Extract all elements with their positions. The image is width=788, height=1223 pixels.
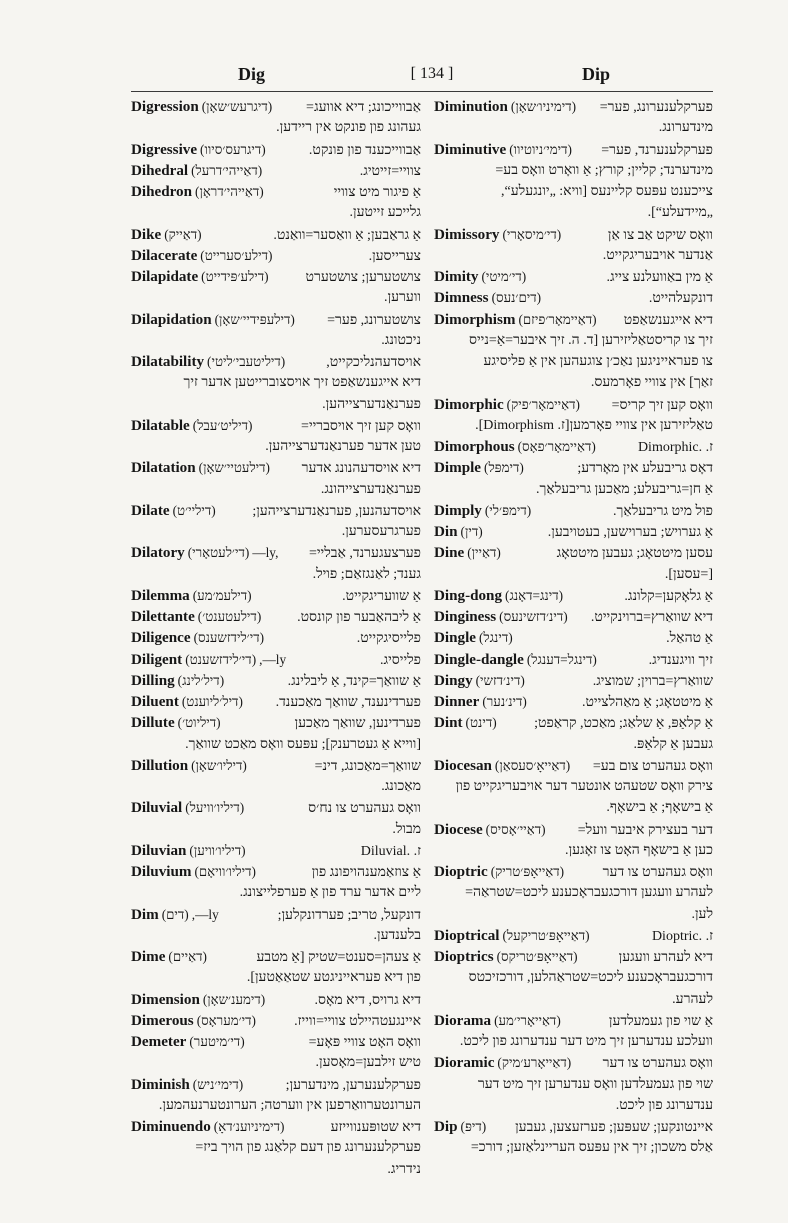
headword: Dim — [131, 906, 159, 923]
entry-line — [131, 1116, 421, 1137]
pronunciation: (דיליטעבי׳ליטי) — [207, 354, 286, 369]
entry-line — [131, 840, 421, 861]
pronunciation: (דילע׳סערייט) — [200, 247, 273, 263]
entry-line — [131, 989, 421, 1010]
left-column — [131, 96, 421, 1180]
entry-line — [434, 436, 713, 457]
entry-line — [131, 1074, 421, 1095]
definition: אַ גערויש; בערוישען, בעטויבען. — [547, 525, 713, 540]
inflection: —ly, — [252, 545, 279, 561]
entry-line — [131, 691, 421, 712]
entry-line — [131, 224, 421, 245]
pronunciation: (דאַיים) — [168, 949, 207, 964]
definition: שוואַרץ=ברוין; שמוציג. — [592, 673, 713, 689]
headword: Dilling — [131, 672, 175, 689]
header-rule — [131, 91, 713, 92]
entry-line — [434, 670, 713, 691]
headword: Ding-dong — [434, 587, 503, 604]
definition: דאָס גריבעלע אין מאָרדע; — [577, 461, 713, 477]
pronunciation: (דינגל) — [478, 630, 513, 646]
definition: צושטערונג, פער= — [327, 312, 421, 328]
definition: פערדינען, שוואַך מאַכען — [294, 716, 421, 732]
pronunciation: (דינ׳דזשי) — [475, 672, 525, 688]
headword: Dilatory — [131, 545, 185, 562]
headword: Diluvian — [131, 842, 187, 859]
headword: Dimply — [434, 502, 482, 519]
headword: Dimension — [131, 991, 200, 1008]
entry-line — [131, 606, 421, 627]
definition: פערדינענד, שוואַך מאַכענד. — [275, 695, 421, 710]
definition-continuation: געבען אַ קלאַפּ. — [633, 736, 713, 752]
pronunciation: (דאַייאָרי׳מע) — [494, 1012, 561, 1028]
page-number: [ 134 ] — [410, 65, 454, 82]
entry-line — [434, 946, 713, 967]
pronunciation: (דימי׳ניוטיוו) — [509, 141, 572, 157]
headword: Dioramic — [434, 1055, 495, 1072]
pronunciation: (דיליו׳וויען) — [189, 842, 246, 858]
definition-continuation: ניכטונג. — [381, 332, 421, 348]
definition: איינטונקען; שעפּען; פערזעצען, געבען — [515, 1120, 713, 1135]
definition-continuation: ענדערונג פון ליכט. — [615, 1097, 713, 1113]
entry-line — [434, 691, 713, 712]
definition-continuation: פערנאַנדערצייהען. — [322, 396, 421, 412]
definition: אַ שוי פון געמעלדען — [608, 1013, 713, 1029]
definition: פלייסיגקייט. — [356, 631, 421, 647]
pronunciation: (דאַיין) — [467, 545, 501, 561]
definition-continuation: מאַכונג. — [381, 779, 421, 794]
right-column — [434, 96, 713, 1159]
headword: Diocese — [434, 821, 483, 838]
entry-line — [434, 457, 713, 478]
pronunciation: (דאַיימאָר׳פאָס) — [517, 439, 596, 454]
entry-line — [434, 925, 713, 946]
definition-continuation: געהונג פון פונקט אין ריידען. — [276, 120, 421, 136]
pronunciation: (דאַיי׳אָסיס) — [485, 821, 546, 837]
definition: וואָס געהערט צו נח׳ס — [308, 801, 421, 817]
entry-line — [434, 542, 713, 563]
definition: צושטערען; צושטערט — [305, 270, 421, 285]
entry-line — [434, 861, 713, 882]
headword: Dimorphism — [434, 311, 516, 328]
headword: Dioptric — [434, 864, 488, 880]
pronunciation: (דאַייק) — [164, 226, 202, 242]
pronunciation: (דינגל=דענגל) — [526, 651, 597, 667]
pronunciation: (דאַייהי׳דרעל) — [191, 162, 263, 178]
running-head-right: Dip — [582, 64, 611, 84]
entry-line — [131, 670, 421, 691]
headword: Dillute — [131, 715, 175, 732]
headword: Dillution — [131, 757, 189, 774]
definition: אַ גראַבען; אַ וואַסער=וואַנט. — [273, 227, 421, 243]
definition-continuation: זאַך] אין צוויי פאָרמעס. — [590, 375, 713, 391]
definition: ז. Diluvial.‎ — [360, 843, 421, 859]
pronunciation: (דאַייאָפּ׳טריקעל) — [502, 927, 590, 943]
inflection: ,—ly — [191, 906, 219, 922]
headword: Dilapidation — [131, 311, 212, 328]
definition-continuation: מינדערונג. — [658, 120, 713, 136]
headword: Dime — [131, 949, 166, 965]
entry-line — [434, 1052, 713, 1073]
entry-line — [131, 96, 421, 117]
definition: דיא אויסדעהנונג אדער — [301, 461, 421, 477]
definition: דיא גרויס, דיא מאָס. — [314, 992, 421, 1008]
headword: Dinginess — [434, 609, 497, 625]
pronunciation: (דאַיימאָר׳פיק) — [506, 396, 580, 412]
definition-continuation: ליים אדער ערד פון אַ פערפלייצונג. — [239, 885, 421, 901]
definition: פלייסיג. — [380, 652, 421, 668]
entry-line — [434, 309, 713, 330]
headword: Dilemma — [131, 587, 190, 604]
headword: Dihedron — [131, 184, 193, 200]
entry-line — [131, 755, 421, 776]
definition-continuation: הערונטערוואַרפען אין ווערטה; הערונטערנעהמען. — [158, 1097, 421, 1113]
entry-line — [434, 287, 713, 308]
pronunciation: (דאַייאָ׳סעסאַן) — [494, 757, 571, 773]
pronunciation: (דים׳נעס) — [491, 290, 542, 306]
definition: אויסדעהנליכקייט, — [326, 355, 421, 370]
headword: Dilacerate — [131, 247, 198, 264]
pronunciation: (דימי׳ניש) — [192, 1076, 244, 1092]
pronunciation: (דאַייאָפּ׳טריקס) — [496, 949, 578, 964]
pronunciation: (דיגרעס׳סיוו) — [200, 141, 266, 157]
definition: אַבווייכונג; דיא אוועג= — [306, 100, 421, 115]
entry-line — [434, 606, 713, 627]
entry-line — [434, 394, 713, 415]
pronunciation: (דימענ׳שאָן) — [202, 991, 266, 1007]
headword: Dinner — [434, 694, 480, 710]
headword: Dike — [131, 226, 162, 243]
entry-line — [131, 542, 421, 563]
definition: וואָס קען זיך אויסבריי= — [301, 418, 421, 434]
definition: אַ ליבהאַבער פון קונסט. — [297, 610, 421, 625]
headword: Dioptrical — [434, 927, 500, 944]
definition-continuation: זיך צו קריסטאַליזירען [ד. ה. זיך איבער=אַ=נייס — [469, 332, 713, 348]
definition: ז. Dimorphic.‎ — [637, 440, 713, 455]
definition: דיא שוואַרץ=ברוינקייט. — [590, 610, 713, 625]
entry-line — [434, 96, 713, 117]
headword: Dimple — [434, 460, 482, 477]
definition: וואָס קען זיך קריס= — [611, 397, 713, 413]
definition-continuation: טען אדער פערנאַנדערצייהען. — [265, 439, 421, 454]
entry-line — [131, 649, 421, 670]
definition: פערקלענערנד, פער= — [601, 142, 713, 158]
entry-line — [131, 712, 421, 733]
definition-continuation: גלייכע זייטען. — [349, 205, 421, 221]
pronunciation: (די׳מיטי) — [481, 269, 527, 284]
inflection: ,—ly — [259, 651, 287, 667]
definition-continuation: וועלכע ענדערען זיך מיט דער ענדערונג פון ליכט. — [459, 1034, 713, 1049]
entry-line — [131, 309, 421, 330]
definition: וואָס געהערט צום בע= — [592, 758, 713, 774]
pronunciation: (דיליי׳ט) — [172, 502, 216, 518]
headword: Diocesan — [434, 757, 492, 774]
entry-line — [131, 160, 421, 181]
pronunciation: (דילעטענט׳) — [197, 609, 262, 624]
headword: Dioptrics — [434, 949, 494, 965]
headword: Dine — [434, 545, 465, 562]
pronunciation: (די׳לידזשענט) — [185, 651, 257, 667]
pronunciation: (די׳מיסאָרי) — [502, 226, 562, 242]
definition-continuation: פון דיא פעראייניגטע שטאַאַטען]. — [246, 970, 421, 986]
entry-line — [434, 649, 713, 670]
definition-continuation: [ווייא אַ געטרענק]; עפּעס וואָס מאַכט שוואַך. — [185, 736, 421, 752]
definition-continuation: „מיידעלע“]. — [647, 205, 713, 221]
entry-line — [434, 224, 713, 245]
definition-continuation: נידריג. — [387, 1161, 421, 1177]
headword: Dingle — [434, 630, 476, 647]
entry-line — [131, 904, 421, 925]
definition: וואָס שיקט אַב צו אַן — [607, 227, 713, 243]
definition-continuation: אַ בישאָף; אַ בישאָף. — [606, 800, 713, 816]
pronunciation: (די׳מיטער) — [189, 1034, 245, 1049]
definition: דיא לעהרע וועגען — [618, 950, 713, 965]
headword: Dingy — [434, 672, 473, 689]
headword: Dihedral — [131, 162, 189, 179]
entry-line — [131, 457, 421, 478]
definition-continuation: שוי פון געמעלדען וואָס ענדערען זיך מיט דער — [477, 1076, 713, 1092]
definition: פול מיט גריבעלאַך. — [612, 503, 713, 519]
definition: צערייסען. — [368, 248, 421, 264]
definition: דיא אייגענשאַפט — [623, 312, 713, 328]
entry-line — [434, 139, 713, 160]
definition: פערצעגערנד, אַבליי= — [308, 546, 421, 562]
headword: Diligence — [131, 630, 191, 647]
headword: Dilapidate — [131, 269, 199, 285]
definition-continuation: מבול. — [392, 821, 421, 837]
pronunciation: (דינ׳נער) — [482, 694, 527, 709]
entry-line — [434, 500, 713, 521]
definition: וואָס געהערט צו דער — [602, 865, 713, 880]
definition: וואָס האָט צוויי פּאָע= — [308, 1035, 421, 1050]
entry-line — [434, 712, 713, 733]
pronunciation: (דיליו׳שאָן) — [191, 757, 247, 773]
entry-line — [131, 861, 421, 882]
definition: אויסדעהנען, פערנאַנדערצייהען; — [252, 503, 421, 519]
headword: Dilettante — [131, 609, 195, 625]
headword: Dip — [434, 1119, 458, 1135]
entry-line — [131, 585, 421, 606]
headword: Diminutive — [434, 141, 507, 158]
definition-continuation: אַנדער אויבעריגקייט. — [602, 247, 713, 263]
definition-continuation: ווערען. — [384, 290, 421, 306]
pronunciation: (דיליו׳וויאָם) — [194, 864, 256, 879]
headword: Diminuendo — [131, 1119, 211, 1135]
definition-continuation: צייכענט עפּעס קליינעס [וויא: „יונגעלע“, — [501, 184, 713, 199]
definition: דיא שטופּענווייזע — [330, 1120, 421, 1135]
entry-line — [434, 755, 713, 776]
definition: דונקעל, טריב; פערדונקלען; — [277, 907, 421, 923]
headword: Dimissory — [434, 226, 500, 243]
entry-line — [434, 819, 713, 840]
definition: דונקעלהייט. — [648, 291, 713, 307]
entry-line — [131, 1031, 421, 1052]
pronunciation: (דימיניו׳שאָן) — [510, 99, 577, 114]
headword: Digressive — [131, 141, 198, 158]
definition-continuation: דיא אייגענשאַפט זיך אויסצוברייטען אדער זיך — [183, 375, 421, 391]
pronunciation: (דילעפּידיי׳שאָן) — [214, 311, 295, 327]
headword: Diminution — [434, 99, 508, 115]
pronunciation: (דימפּ׳לי) — [484, 502, 532, 518]
definition: אַ מין באַוועלנע צייג. — [606, 270, 713, 285]
pronunciation: (דינט) — [465, 715, 497, 731]
pronunciation: (דילעמ׳מע) — [192, 587, 252, 603]
entry-line — [131, 797, 421, 818]
headword: Din — [434, 524, 458, 540]
definition-continuation: מינדערנד; קליין; קורץ; אַ וואָרט וואָס בע= — [495, 162, 713, 178]
definition: וואָס געהערט צו דער — [602, 1056, 713, 1072]
definition: דער בעצירק איבער וועל= — [577, 822, 713, 838]
entry-line — [131, 1010, 421, 1031]
pronunciation: (דינג=דאָנג) — [505, 587, 564, 603]
headword: Dilatability — [131, 354, 205, 370]
definition-continuation: אַלס משכון; זיך אין עפּעס העריינלאַזען; דורכ= — [470, 1140, 713, 1156]
definition: פערקלענערען, מינדערען; — [285, 1077, 421, 1093]
definition: אַ גלאָקען=קלונג. — [624, 588, 713, 604]
entry-line — [434, 1116, 713, 1137]
definition: אַ פיגור מיט צוויי — [333, 185, 421, 200]
entry-line — [434, 521, 713, 542]
headword: Dimness — [434, 290, 489, 307]
definition: אַ צעהן=סענט=שטיק [אַ מטבע — [256, 950, 421, 965]
headword: Dimerous — [131, 1012, 194, 1029]
pronunciation: (דין) — [460, 524, 483, 539]
pronunciation: (די׳לעטאָרי) — [187, 545, 250, 561]
definition-continuation: לען. — [691, 906, 713, 922]
headword: Dimorphous — [434, 439, 515, 455]
headword: Diminish — [131, 1076, 190, 1093]
entry-line — [131, 946, 421, 967]
entry-line — [131, 139, 421, 160]
entry-line — [131, 351, 421, 372]
headword: Dimity — [434, 269, 479, 285]
definition: צוויי=זייטיג. — [359, 163, 421, 179]
pronunciation: (דאַייהי׳דראָן) — [195, 184, 264, 199]
running-head-left: Dig — [238, 64, 265, 84]
pronunciation: (די׳לידזשענס) — [193, 630, 265, 646]
pronunciation: (דאַיימאָר׳פיזם) — [518, 311, 597, 327]
definition: זיך וויגענדיג. — [648, 652, 713, 668]
entry-line — [434, 585, 713, 606]
entry-line — [131, 245, 421, 266]
definition: פערקלענערונג, פער= — [599, 100, 713, 115]
definition-continuation: צו פעראייניגען נאַכ׳ן צוגעהען אין אַ פליסיגע — [483, 354, 713, 369]
headword: Dilatable — [131, 417, 190, 434]
definition-continuation: טיש זילבען=מאָסען. — [315, 1055, 421, 1071]
pronunciation: (דיגרעש׳שאָן) — [201, 99, 273, 114]
headword: Diligent — [131, 651, 183, 668]
definition: עסען מיטטאָג; געבען מיטטאָג — [556, 546, 713, 562]
pronunciation: (דילע׳פּידייט) — [201, 269, 269, 284]
pronunciation: (דיפּ) — [460, 1119, 487, 1134]
pronunciation: (די׳מעראָס) — [196, 1012, 256, 1028]
definition-continuation: גענד; לאַנגזאַם; פויל. — [312, 566, 421, 582]
pronunciation: (דים) — [161, 906, 189, 922]
definition: שוואַך=מאַכונג, דינ= — [314, 758, 421, 774]
headword: Diluvium — [131, 864, 192, 880]
definition-continuation: פערנאַנדערצייהונג. — [320, 481, 421, 497]
headword: Diluent — [131, 694, 179, 710]
definition-continuation: טאַליזירען אין צוויי פאָרמען[ז. Dimorphism]. — [475, 417, 713, 433]
entry-line — [131, 627, 421, 648]
definition-continuation: בלענדען. — [373, 927, 421, 943]
definition-continuation: [=עסען]. — [664, 566, 713, 582]
definition: אַ טהאַל. — [666, 631, 713, 647]
entry-line — [434, 627, 713, 648]
definition-continuation: לעהרע. — [672, 991, 713, 1007]
pronunciation: (דיליוט׳) — [177, 715, 221, 731]
pronunciation: (דיל׳ליוענט) — [181, 694, 243, 709]
headword: Digression — [131, 99, 199, 115]
definition: אַ שוועריגקייט. — [342, 588, 421, 604]
headword: Diorama — [434, 1012, 492, 1029]
pronunciation: (דימיניוענ׳דאָ) — [213, 1119, 285, 1134]
headword: Dilatation — [131, 460, 196, 477]
pronunciation: (דיל׳לינג) — [177, 672, 225, 688]
pronunciation: (דימפּל) — [484, 460, 524, 476]
headword: Dimorphic — [434, 396, 504, 413]
entry-line — [131, 500, 421, 521]
pronunciation: (דאַייאָפּ׳טריק) — [490, 864, 565, 879]
definition: ז. Dioptric.‎ — [651, 928, 713, 944]
definition-continuation: לעהרע וועגען דורכגעבראָכענע ליכט=שטראַה= — [465, 885, 713, 901]
definition-continuation: פערקלענערונג פון דעם קלאַנג פון הויך ביז= — [195, 1140, 421, 1156]
headword: Diluvial — [131, 800, 183, 817]
entry-line — [131, 266, 421, 287]
entry-line — [131, 181, 421, 202]
pronunciation: (דאַייאָרע׳מיק) — [497, 1055, 572, 1071]
entry-line — [131, 415, 421, 436]
headword: Dingle-dangle — [434, 651, 524, 668]
entry-line — [434, 266, 713, 287]
definition-continuation: פערגרעסערען. — [341, 524, 421, 539]
headword: Demeter — [131, 1034, 187, 1050]
pronunciation: (דינ׳דזשינעס) — [499, 609, 568, 624]
entry-line — [434, 1010, 713, 1031]
definition-continuation: דורכגעבראָכענע ליכט=שטראַהלען, דורכזיכטס — [468, 970, 713, 986]
definition: איינגעטהיילט צוויי=ווייז. — [294, 1013, 421, 1029]
definition-continuation: כען אַ בישאָף האָט צו זאָגען. — [565, 842, 713, 858]
definition-continuation: צירק וואָס שטעהט אונטער דער אויבעריגקייט פון — [455, 779, 713, 794]
pronunciation: (דיליו׳וויעל) — [185, 800, 245, 816]
definition: אַ צוזאַמענהויפונג פון — [311, 865, 421, 880]
headword: Dilate — [131, 502, 170, 519]
definition: אַבווייכענד פון פונקט. — [308, 142, 421, 158]
definition: אַ קלאַפּ, אַ שלאַג; מאַכט, קראַפט; — [534, 716, 713, 732]
definition: אַ מיטטאָג; אַ מאַהלצייט. — [581, 695, 713, 710]
headword: Dint — [434, 715, 463, 732]
definition-continuation: אַ חן=גריבעלע; מאַכען גריבעלאַך. — [535, 481, 713, 497]
pronunciation: (דיליט׳עבל) — [192, 417, 253, 433]
definition: אַ שוואַך=קינד, אַ ליבלינג. — [287, 673, 421, 689]
pronunciation: (דילעטיי׳שאָן) — [198, 460, 270, 476]
